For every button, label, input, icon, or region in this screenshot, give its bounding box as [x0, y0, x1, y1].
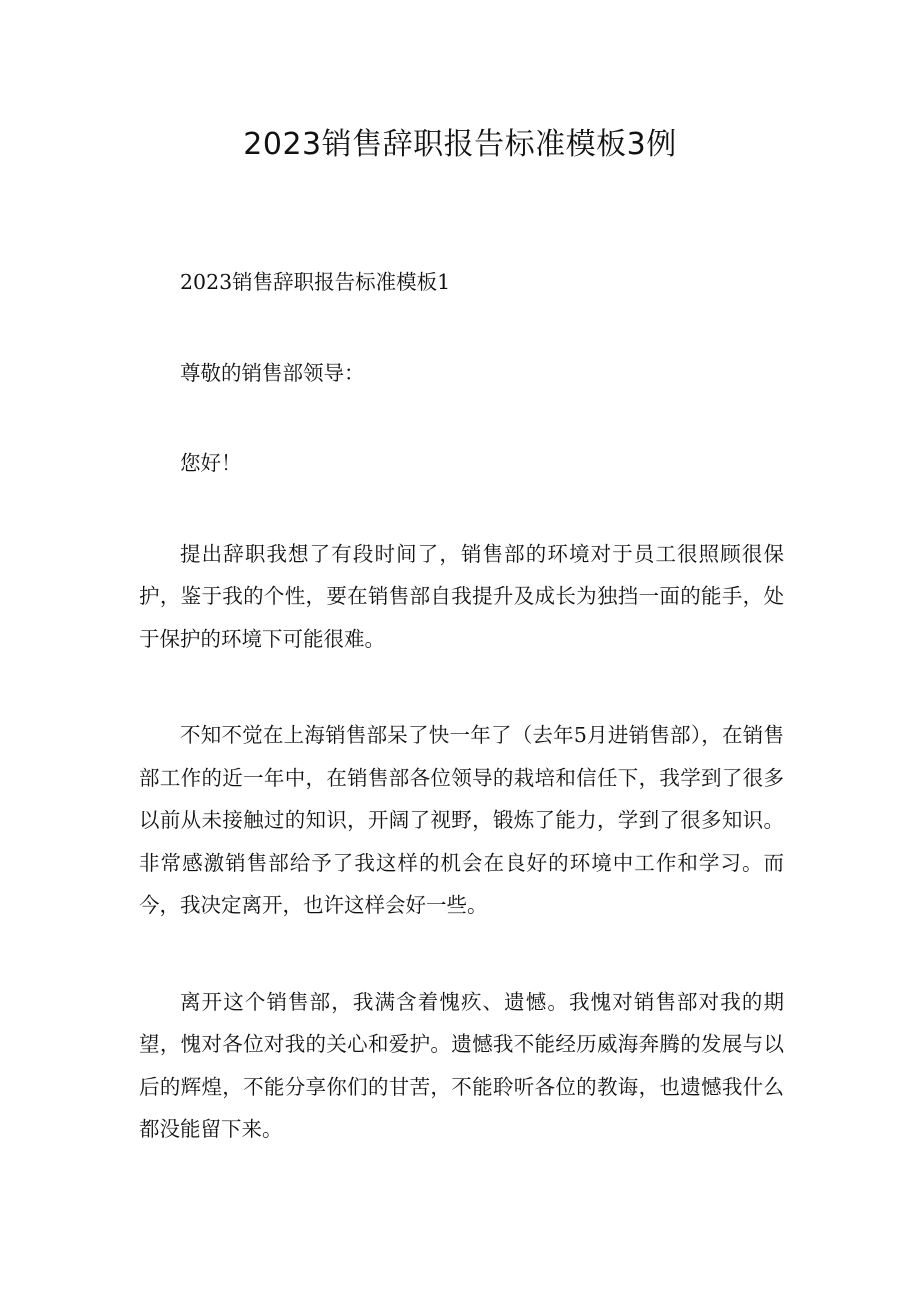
greeting: 您好！ — [180, 451, 242, 475]
paragraph-1: 提出辞职我想了有段时间了，销售部的环境对于员工很照顾很保护，鉴于我的个性，要在销售部自我提升及成长为独挡一面的能手，处于保护的环境下可能很难。 — [139, 541, 784, 651]
salutation: 尊敬的销售部领导： — [180, 360, 365, 385]
section-heading: 2023销售辞职报告标准模板1 — [180, 270, 451, 294]
paragraph-2: 不知不觉在上海销售部呆了快一年了（去年5月进销售部），在销售部工作的近一年中，在销售部各位领导的栽培和信任下，我学到了很多以前从未接触过的知识，开阔了视野，锻炼了能力，学到了很多知识。非常感激销售部给予了我这样的机会在良好的环境中工作和学习。而今，我决定离开，也许这样会好一些。 — [139, 723, 784, 917]
document-body — [139, 261, 784, 1205]
paragraph-3: 离开这个销售部，我满含着愧疚、遗憾。我愧对销售部对我的期望，愧对各位对我的关心和爱护。遗憾我不能经历威海奔腾的发展与以后的辉煌，不能分享你们的甘苦，不能聆听各位的教诲，也遗憾我什么都没能留下来。 — [139, 989, 784, 1141]
document-title: 2023销售辞职报告标准模板3例 — [243, 127, 677, 162]
